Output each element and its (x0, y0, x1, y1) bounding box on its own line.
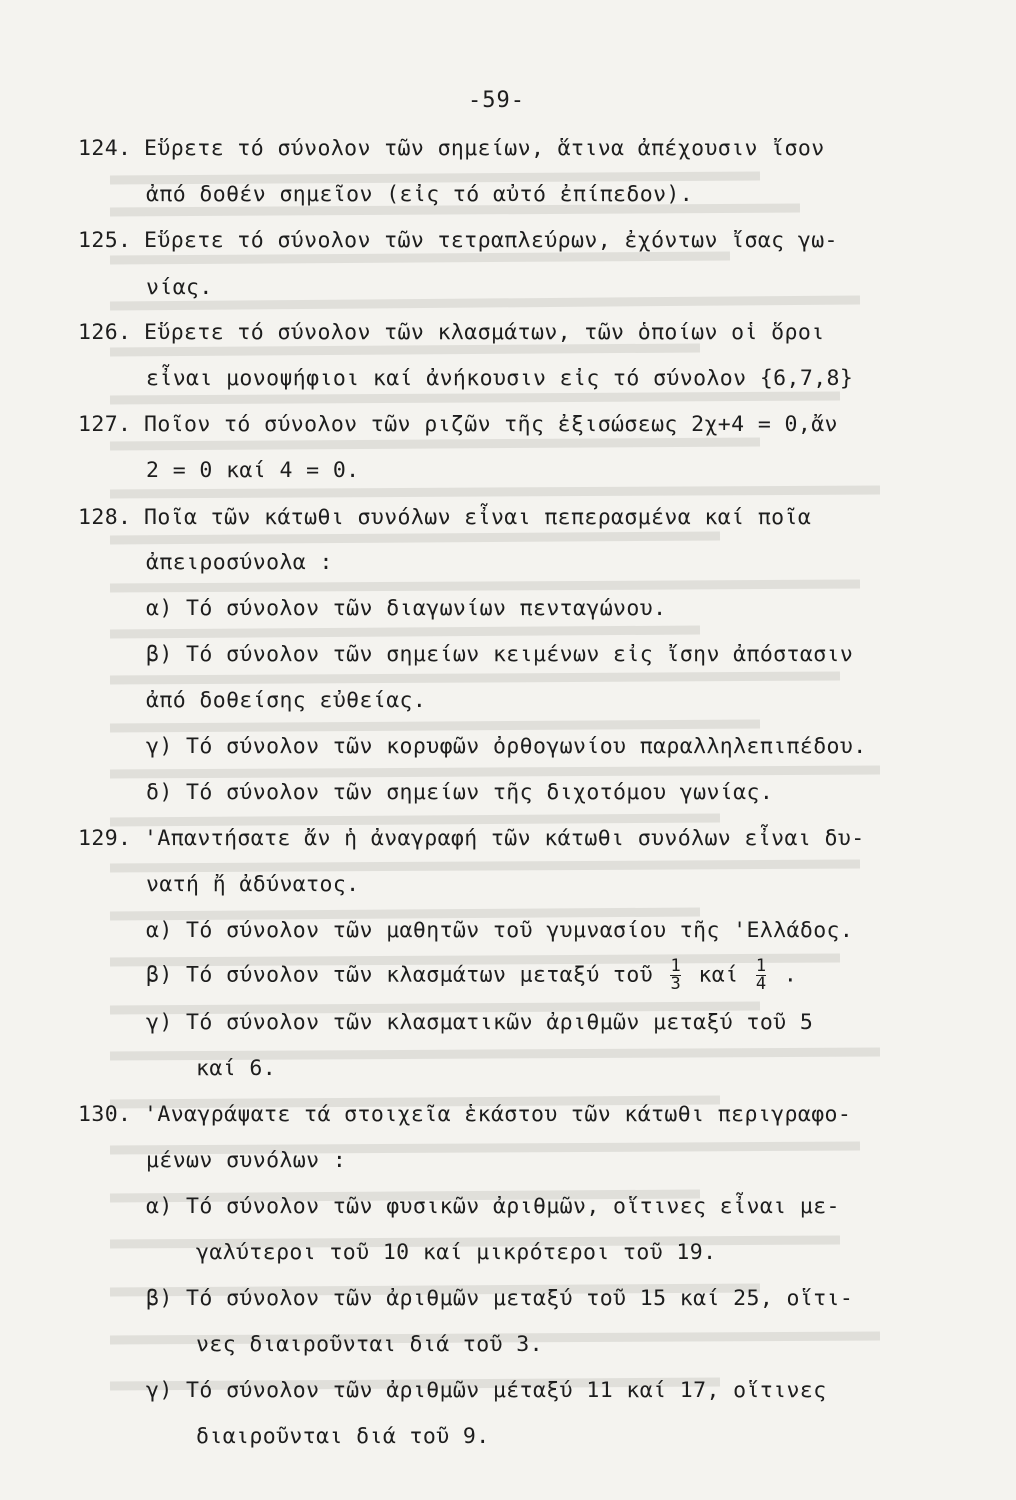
exercise-text: Ποῖα τῶν κάτωθι συνόλων εἶναι πεπερασμένα καί ποῖα (144, 505, 812, 530)
exercise-number: 126. (78, 320, 132, 345)
fraction-numerator: 1 (755, 956, 767, 976)
item-text: β) Τό σύνολον τῶν κλασμάτων μεταξύ τοῦ (146, 962, 654, 988)
exercise-130-item-b-line-1: β) Τό σύνολον τῶν ἀριθμῶν μεταξύ τοῦ 15 καί 25, οἵτι- (146, 1286, 854, 1311)
exercise-text: 'Αναγράψατε τά στοιχεῖα ἑκάστου τῶν κάτωθι περιγραφο- (144, 1102, 852, 1127)
exercise-128-item-a: α) Τό σύνολον τῶν διαγωνίων πενταγώνου. (146, 596, 667, 621)
exercise-125-line-1 (78, 228, 838, 253)
exercise-130-item-c-line-1: γ) Τό σύνολον τῶν ἀριθμῶν μέταξύ 11 καί 17, οἵτινες (146, 1378, 827, 1403)
exercise-124-line-1 (78, 136, 825, 161)
exercise-128-item-c: γ) Τό σύνολον τῶν κορυφῶν ὀρθογωνίου παραλληλεπιπέδου. (146, 734, 867, 759)
exercise-128-line-1 (78, 505, 811, 530)
fraction-one-third (670, 958, 681, 993)
exercise-129-item-a: α) Τό σύνολον τῶν μαθητῶν τοῦ γυμνασίου τῆς 'Ελλάδος. (146, 918, 854, 943)
fraction-numerator: 1 (670, 956, 682, 976)
exercise-127-line-2: 2 = 0 καί 4 = 0. (146, 458, 360, 483)
exercise-125-line-2: νίας. (146, 275, 213, 300)
exercise-129-item-b (146, 958, 797, 993)
exercise-129-line-2: νατή ἤ ἀδύνατος. (146, 872, 360, 897)
exercise-126-line-1 (78, 320, 825, 345)
exercise-number: 129. (78, 826, 132, 851)
item-text-end: . (783, 962, 798, 988)
exercise-128-line-2: ἀπειροσύνολα : (146, 550, 333, 575)
exercise-126-line-2: εἶναι μονοψήφιοι καί ἀνήκουσιν εἰς τό σύνολον {6,7,8} (146, 366, 854, 391)
exercise-130-item-c-line-2: διαιροῦνται διά τοῦ 9. (196, 1424, 490, 1449)
exercise-text: Εὕρετε τό σύνολον τῶν τετραπλεύρων, ἐχόντων ἴσας γω- (144, 228, 838, 253)
exercise-130-item-b-line-2: νες διαιροῦνται διά τοῦ 3. (196, 1332, 543, 1357)
exercise-130-item-a-line-1: α) Τό σύνολον τῶν φυσικῶν ἀριθμῶν, οἵτινες εἶναι με- (146, 1194, 840, 1219)
exercise-130-line-2: μένων συνόλων : (146, 1148, 347, 1173)
exercise-129-item-c-line-1: γ) Τό σύνολον τῶν κλασματικῶν ἀριθμῶν μεταξύ τοῦ 5 (146, 1010, 814, 1035)
exercise-text: Ποῖον τό σύνολον τῶν ριζῶν τῆς ἐξισώσεως 2χ+4 = 0,ἄν (144, 412, 838, 437)
exercise-130-line-1 (78, 1102, 851, 1127)
exercise-number: 128. (78, 505, 132, 530)
exercise-number: 125. (78, 228, 132, 253)
exercise-number: 127. (78, 412, 132, 437)
exercise-text: Εὕρετε τό σύνολον τῶν κλασμάτων, τῶν ὁποίων οἱ ὅροι (144, 320, 825, 345)
exercise-text: Εὕρετε τό σύνολον τῶν σημείων, ἅτινα ἀπέχουσιν ἴσον (144, 136, 825, 161)
exercise-128-item-b-line-2: ἀπό δοθείσης εὐθείας. (146, 688, 427, 713)
fraction-denominator: 3 (670, 974, 682, 994)
exercise-124-line-2: ἀπό δοθέν σημεῖον (εἰς τό αὐτό ἐπίπεδον). (146, 182, 694, 207)
exercise-number: 124. (78, 136, 132, 161)
exercise-129-item-c-line-2: καί 6. (196, 1056, 277, 1081)
exercise-130-item-a-line-2: γαλύτεροι τοῦ 10 καί μικρότεροι τοῦ 19. (196, 1240, 717, 1265)
exercise-text: 'Απαντήσατε ἄν ἡ ἀναγραφή τῶν κάτωθι συνόλων εἶναι δυ- (144, 826, 865, 851)
exercise-129-line-1 (78, 826, 865, 851)
exercise-128-item-d: δ) Τό σύνολον τῶν σημείων τῆς διχοτόμου γωνίας. (146, 780, 774, 805)
fraction-one-quarter (756, 958, 767, 993)
item-text-and: καί (698, 962, 739, 988)
exercise-128-item-b-line-1: β) Τό σύνολον τῶν σημείων κειμένων εἰς ἴσην ἀπόστασιν (146, 642, 854, 667)
fraction-denominator: 4 (755, 974, 767, 994)
page-number: -59- (468, 88, 525, 113)
exercise-number: 130. (78, 1102, 132, 1127)
exercise-127-line-1 (78, 412, 838, 437)
